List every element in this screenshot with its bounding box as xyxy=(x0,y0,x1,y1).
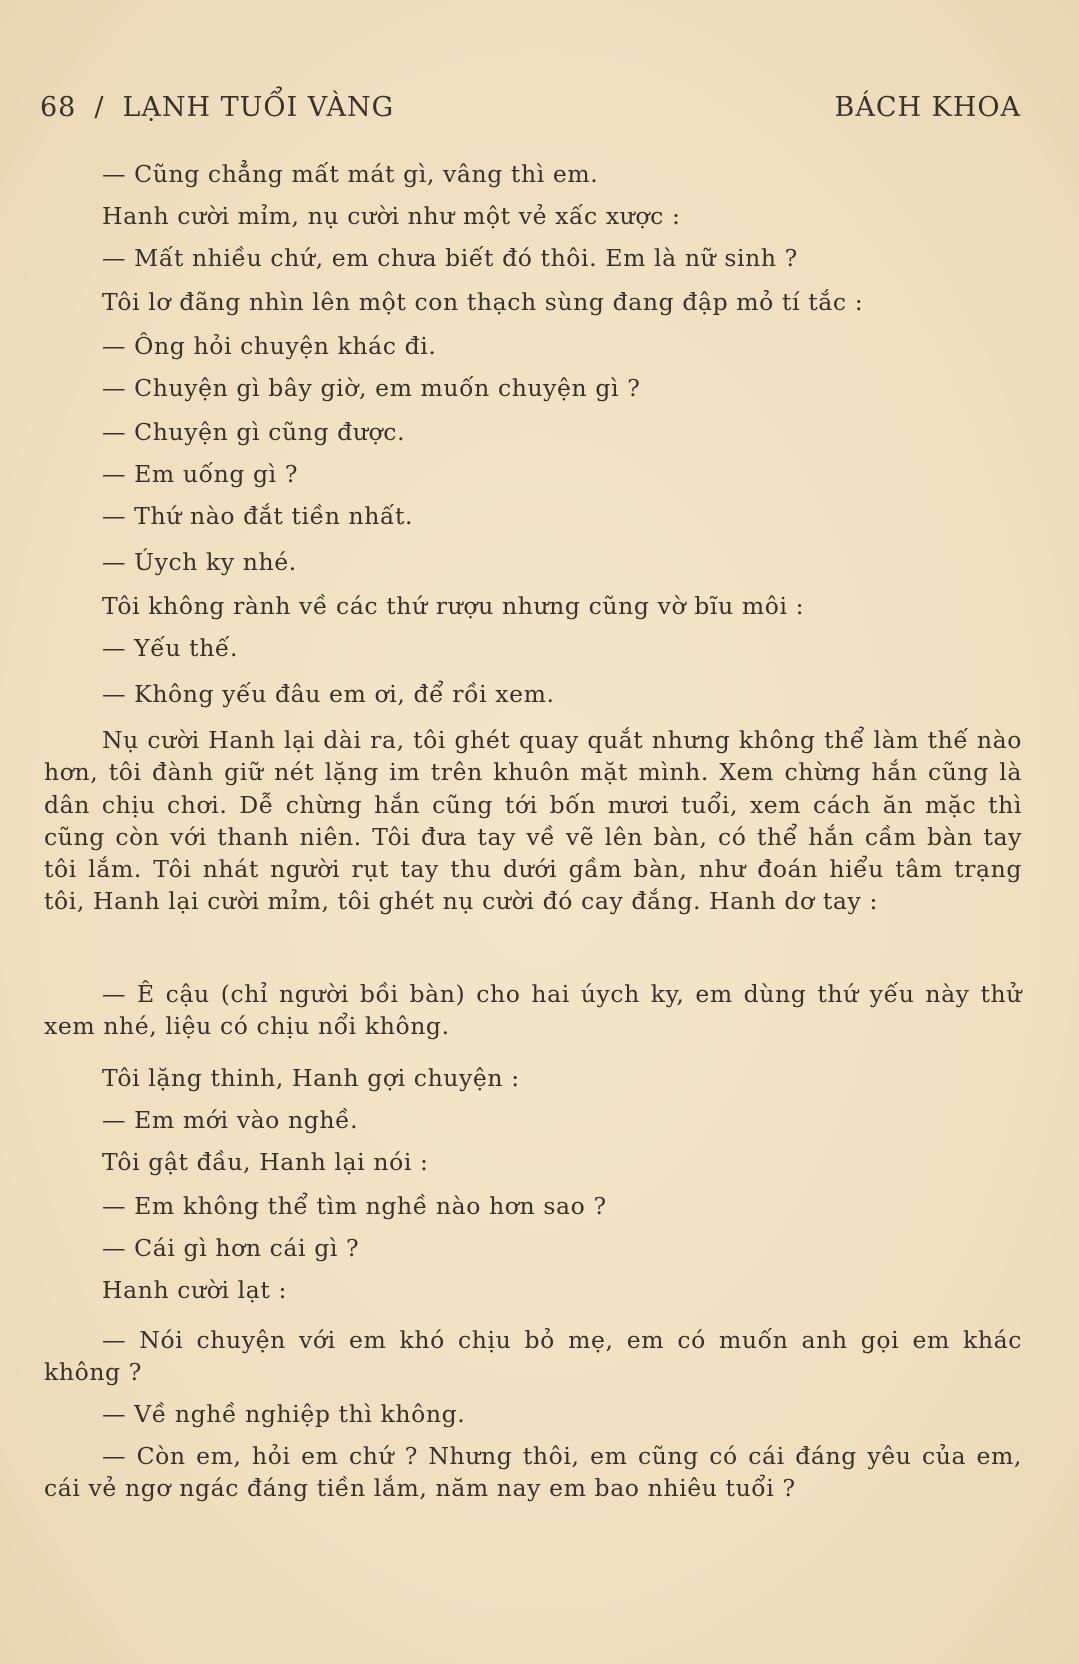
text-line: — Em uống gì ? xyxy=(102,460,299,488)
publication-name: BÁCH KHOA xyxy=(834,92,1021,123)
text-line: — Úych ky nhé. xyxy=(102,548,297,576)
header-separator: / xyxy=(94,92,105,123)
page-number: 68 xyxy=(40,92,77,123)
paragraph: — Nói chuyện với em khó chịu bỏ mẹ, em có muốn anh gọi em khác không ? xyxy=(44,1326,1022,1387)
running-header xyxy=(40,92,1021,123)
text-line: Hanh cười lạt : xyxy=(102,1276,288,1304)
text-line: — Yếu thế. xyxy=(102,634,239,662)
text-line: — Cái gì hơn cái gì ? xyxy=(102,1234,360,1262)
text-line: — Chuyện gì cũng được. xyxy=(102,418,406,446)
paragraph: — Còn em, hỏi em chứ ? Nhưng thôi, em cũng có cái đáng yêu của em, cái vẻ ngơ ngác đáng tiền lắm, năm nay em bao nhiêu tuổi ? xyxy=(44,1442,1022,1503)
text-line: — Em mới vào nghề. xyxy=(102,1106,359,1134)
chapter-title: LẠNH TUỔI VÀNG xyxy=(122,92,395,123)
text-line: Tôi lơ đãng nhìn lên một con thạch sùng đang đập mỏ tí tắc : xyxy=(102,288,864,316)
text-line: — Em không thể tìm nghề nào hơn sao ? xyxy=(102,1192,607,1220)
text-line: Tôi gật đầu, Hanh lại nói : xyxy=(102,1148,429,1176)
text-line: — Thứ nào đắt tiền nhất. xyxy=(102,502,414,530)
paragraph: — Ê cậu (chỉ người bồi bàn) cho hai úych ky, em dùng thứ yếu này thử xem nhé, liệu có chịu nổi không. xyxy=(44,980,1022,1041)
text-line: — Cũng chẳng mất mát gì, vâng thì em. xyxy=(102,160,599,188)
text-line: — Không yếu đâu em ơi, để rồi xem. xyxy=(102,680,555,708)
text-line: — Ông hỏi chuyện khác đi. xyxy=(102,332,437,360)
text-line: — Về nghề nghiệp thì không. xyxy=(102,1400,466,1428)
text-line: Hanh cười mỉm, nụ cười như một vẻ xấc xược : xyxy=(102,202,681,230)
text-line: — Mất nhiều chứ, em chưa biết đó thôi. Em là nữ sinh ? xyxy=(102,244,798,272)
text-line: — Chuyện gì bây giờ, em muốn chuyện gì ? xyxy=(102,374,641,402)
text-line: Tôi lặng thinh, Hanh gợi chuyện : xyxy=(102,1064,520,1092)
text-line: Tôi không rành về các thứ rượu nhưng cũng vờ bĩu môi : xyxy=(102,592,805,620)
paragraph: Nụ cười Hanh lại dài ra, tôi ghét quay quắt nhưng không thể làm thế nào hơn, tôi đành giữ nét lặng im trên khuôn mặt mình. Xem chừng hắn cũng là dân chịu chơi. Dễ chừng hắn cũng tới bốn mươi tuổi, xem cách ăn mặc thì cũng còn với thanh niên. Tôi đưa tay về vẽ lên bàn, có thể hắn cầm bàn tay tôi lắm. Tôi nhát người rụt tay thu dưới gầm bàn, như đoán hiểu tâm trạng tôi, Hanh lại cười mỉm, tôi ghét nụ cười đó cay đắng. Hanh dơ tay : xyxy=(44,726,1022,916)
